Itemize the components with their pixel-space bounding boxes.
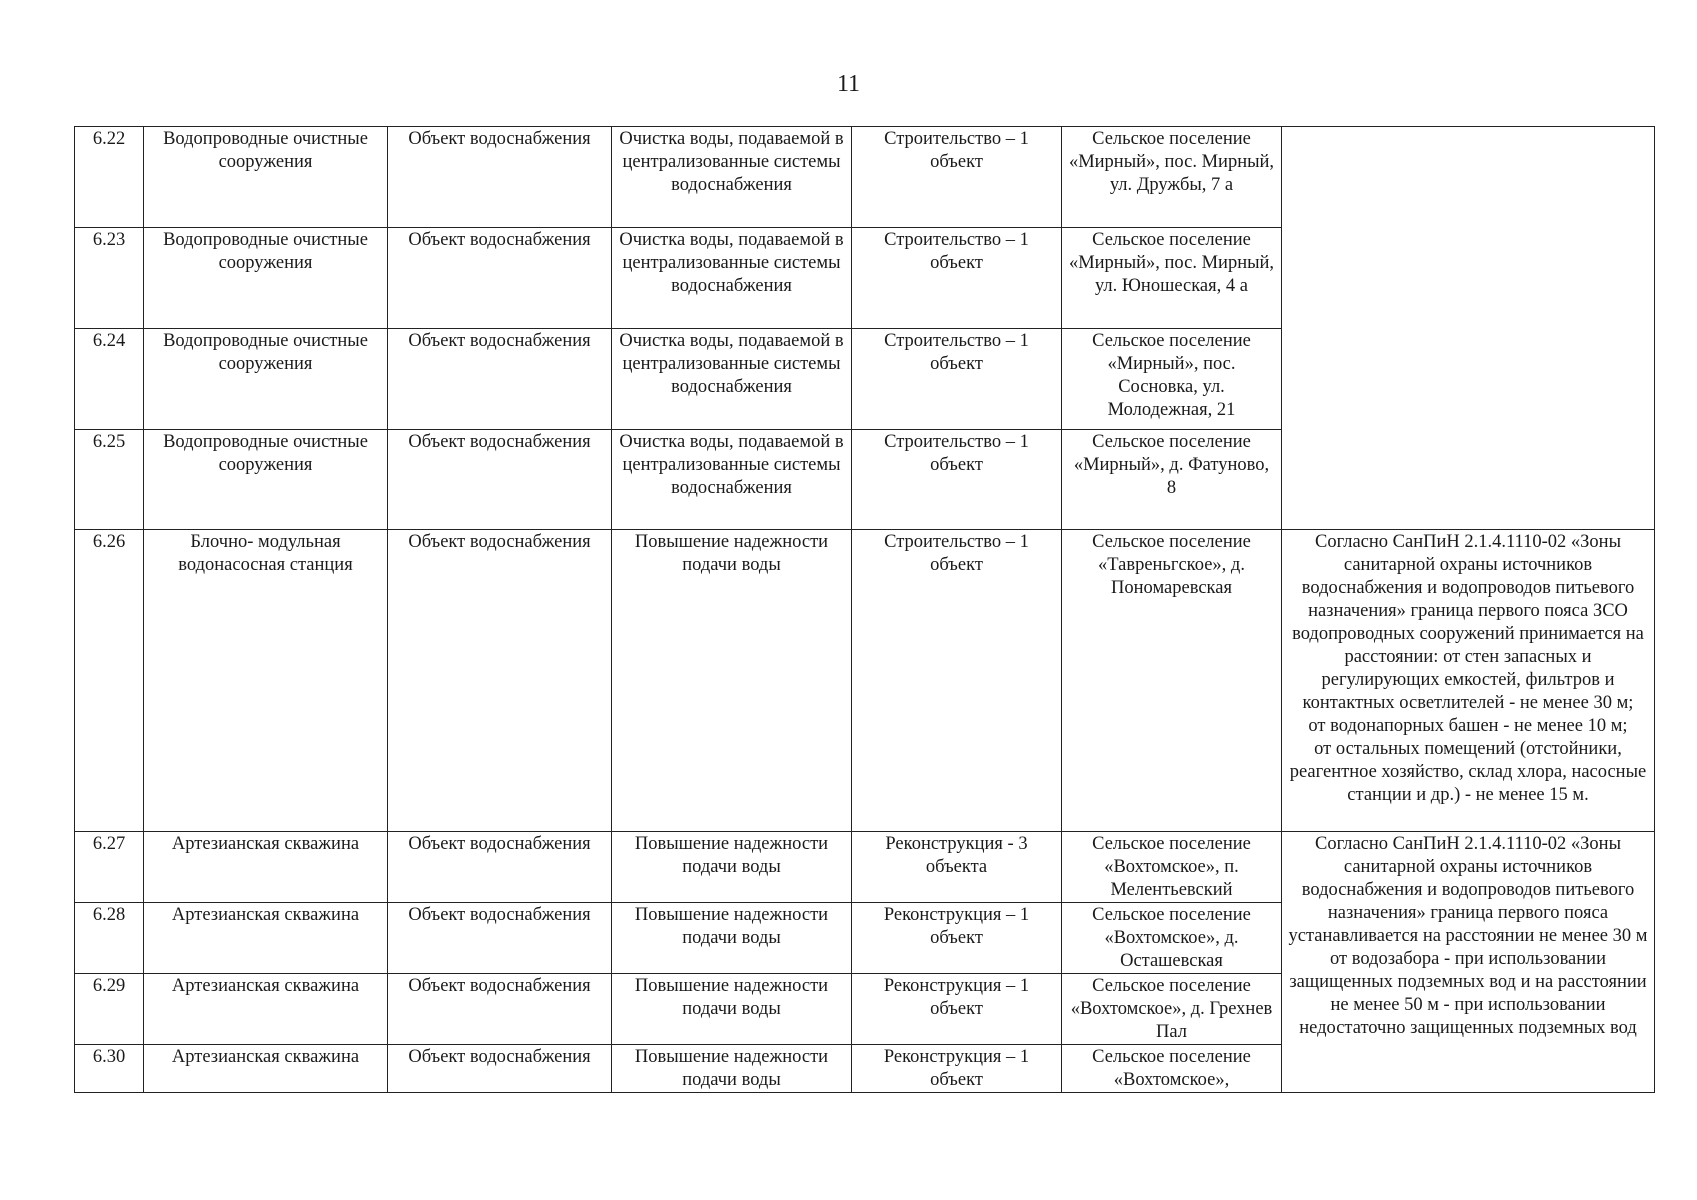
object-type: Объект водоснабжения xyxy=(388,329,612,430)
object-action: Строительство – 1 объект xyxy=(852,127,1062,228)
object-name: Артезианская скважина xyxy=(144,832,388,903)
object-purpose: Повышение надежности подачи воды xyxy=(612,974,852,1045)
object-type: Объект водоснабжения xyxy=(388,974,612,1045)
object-action: Реконструкция – 1 объект xyxy=(852,903,1062,974)
row-number: 6.23 xyxy=(75,228,144,329)
object-purpose: Повышение надежности подачи воды xyxy=(612,1045,852,1093)
object-location: Сельское поселение «Тавреньгское», д. Пономаревская xyxy=(1062,530,1282,832)
object-action: Реконструкция – 1 объект xyxy=(852,1045,1062,1093)
zone-note-line: от остальных помещений (отстойники, реагентное хозяйство, склад хлора, насосные станции и др.) - не менее 15 м. xyxy=(1289,739,1647,805)
row-number: 6.24 xyxy=(75,329,144,430)
object-name: Блочно- модульная водонасосная станция xyxy=(144,530,388,832)
object-name: Артезианская скважина xyxy=(144,903,388,974)
object-location: Сельское поселение «Мирный», пос. Мирный, ул. Юношеская, 4 а xyxy=(1062,228,1282,329)
page-number: 11 xyxy=(836,71,861,97)
object-action: Строительство – 1 объект xyxy=(852,329,1062,430)
object-purpose: Очистка воды, подаваемой в централизованные системы водоснабжения xyxy=(612,329,852,430)
object-name: Водопроводные очистные сооружения xyxy=(144,228,388,329)
object-location: Сельское поселение «Мирный», пос. Мирный, ул. Дружбы, 7 а xyxy=(1062,127,1282,228)
object-name: Артезианская скважина xyxy=(144,1045,388,1093)
object-type: Объект водоснабжения xyxy=(388,430,612,530)
zone-note-pumping-station xyxy=(1282,530,1655,832)
row-number: 6.28 xyxy=(75,903,144,974)
table-row xyxy=(75,832,1655,903)
object-action: Реконструкция – 1 объект xyxy=(852,974,1062,1045)
zone-note-wells: Согласно СанПиН 2.1.4.1110-02 «Зоны санитарной охраны источников водоснабжения и водопроводов питьевого назначения» граница первого пояса устанавливается на расстоянии не менее 30 м от водозабора - при использовании защищенных подземных вод и на расстоянии не менее 50 м - при использовании недостаточно защищенных подземных вод xyxy=(1282,832,1655,1093)
object-type: Объект водоснабжения xyxy=(388,228,612,329)
object-purpose: Повышение надежности подачи воды xyxy=(612,832,852,903)
zone-note-empty xyxy=(1282,127,1655,530)
object-location: Сельское поселение «Вохтомское», xyxy=(1062,1045,1282,1093)
object-action: Строительство – 1 объект xyxy=(852,430,1062,530)
row-number: 6.25 xyxy=(75,430,144,530)
row-number: 6.27 xyxy=(75,832,144,903)
object-type: Объект водоснабжения xyxy=(388,530,612,832)
row-number: 6.26 xyxy=(75,530,144,832)
object-type: Объект водоснабжения xyxy=(388,832,612,903)
row-number: 6.29 xyxy=(75,974,144,1045)
object-name: Водопроводные очистные сооружения xyxy=(144,329,388,430)
object-action: Строительство – 1 объект xyxy=(852,530,1062,832)
water-supply-objects-table xyxy=(74,126,1655,1093)
object-purpose: Очистка воды, подаваемой в централизованные системы водоснабжения xyxy=(612,228,852,329)
object-type: Объект водоснабжения xyxy=(388,903,612,974)
object-name: Водопроводные очистные сооружения xyxy=(144,127,388,228)
object-action: Реконструкция - 3 объекта xyxy=(852,832,1062,903)
object-purpose: Повышение надежности подачи воды xyxy=(612,903,852,974)
table-row xyxy=(75,127,1655,228)
object-name: Водопроводные очистные сооружения xyxy=(144,430,388,530)
object-purpose: Очистка воды, подаваемой в централизованные системы водоснабжения xyxy=(612,127,852,228)
object-type: Объект водоснабжения xyxy=(388,127,612,228)
zone-note-line: Согласно СанПиН 2.1.4.1110-02 «Зоны санитарной охраны источников водоснабжения и водопроводов питьевого назначения» граница первого пояса ЗСО водопроводных сооружений принимается на расстоянии: от стен запасных и регулирующих емкостей, фильтров и контактных осветлителей - не менее 30 м; xyxy=(1292,532,1644,713)
object-action: Строительство – 1 объект xyxy=(852,228,1062,329)
row-number: 6.30 xyxy=(75,1045,144,1093)
object-location: Сельское поселение «Мирный», д. Фатуново, 8 xyxy=(1062,430,1282,530)
object-location: Сельское поселение «Вохтомское», д. Грехнев Пал xyxy=(1062,974,1282,1045)
object-location: Сельское поселение «Вохтомское», д. Осташевская xyxy=(1062,903,1282,974)
object-purpose: Повышение надежности подачи воды xyxy=(612,530,852,832)
zone-note-line: от водонапорных башен - не менее 10 м; xyxy=(1308,716,1628,736)
object-location: Сельское поселение «Мирный», пос. Сосновка, ул. Молодежная, 21 xyxy=(1062,329,1282,430)
object-location: Сельское поселение «Вохтомское», п. Мелентьевский xyxy=(1062,832,1282,903)
object-type: Объект водоснабжения xyxy=(388,1045,612,1093)
object-purpose: Очистка воды, подаваемой в централизованные системы водоснабжения xyxy=(612,430,852,530)
object-name: Артезианская скважина xyxy=(144,974,388,1045)
row-number: 6.22 xyxy=(75,127,144,228)
table-row xyxy=(75,530,1655,832)
